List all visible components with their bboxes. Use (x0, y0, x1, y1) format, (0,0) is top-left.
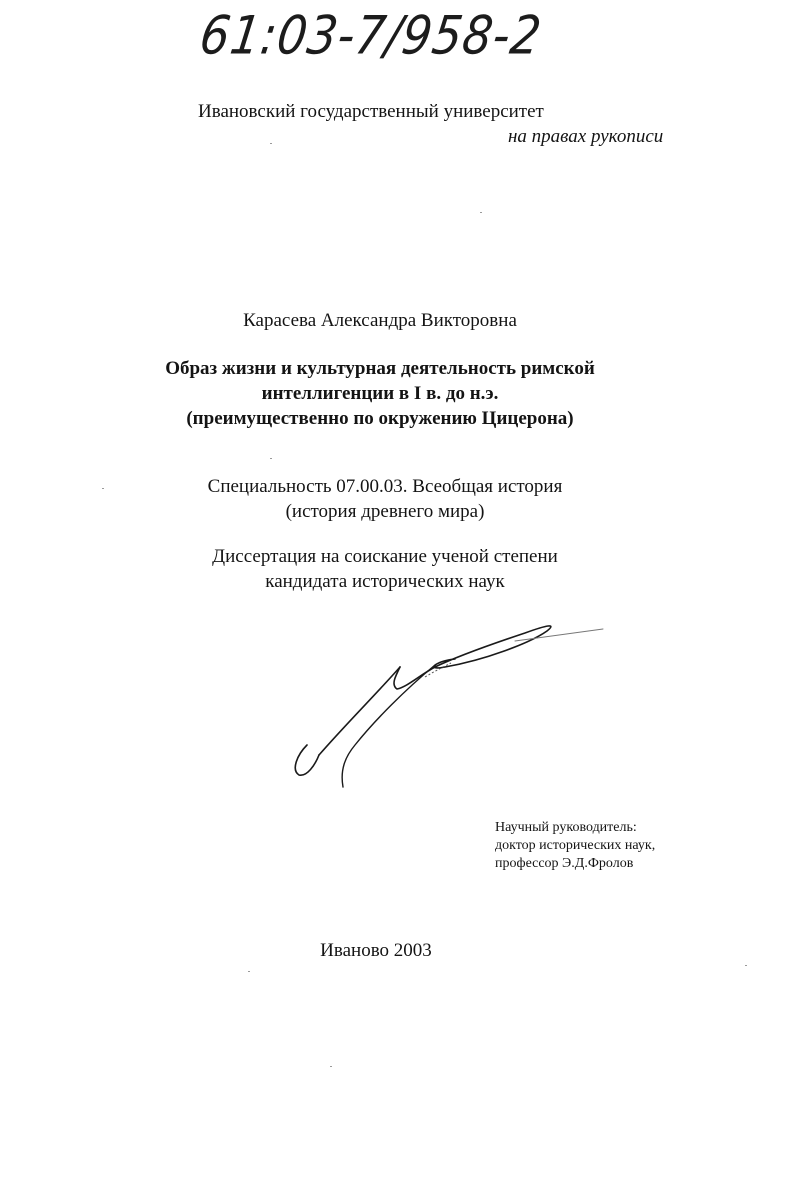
handwritten-signature (285, 605, 615, 795)
title-line-2: интеллигенции в I в. до н.э. (261, 383, 499, 404)
scan-speck (102, 488, 104, 489)
supervisor-block (495, 819, 655, 873)
scan-speck (330, 1066, 332, 1067)
author-name: Карасева Александра Викторовна (243, 310, 517, 331)
handwritten-archive-code: 61:03-7/958-2 (196, 4, 546, 67)
supervisor-label: Научный руководитель: (495, 820, 637, 835)
title-line-1: Образ жизни и культурная деятельность римской (165, 358, 595, 379)
specialty-line-1: Специальность 07.00.03. Всеобщая история (207, 476, 563, 497)
city-year: Иваново 2003 (320, 940, 432, 961)
manuscript-note: на правах рукописи (508, 126, 664, 147)
scan-speck (248, 971, 250, 972)
supervisor-name: профессор Э.Д.Фролов (495, 856, 634, 871)
university-name: Ивановский государственный университет (198, 101, 544, 122)
degree-block (0, 544, 770, 594)
degree-line-2: кандидата исторических наук (265, 571, 505, 592)
scan-speck (480, 212, 482, 213)
degree-line-1: Диссертация на соискание ученой степени (212, 546, 558, 567)
supervisor-degree: доктор исторических наук, (495, 838, 656, 853)
scan-speck (270, 143, 272, 144)
dissertation-title (0, 356, 760, 431)
title-line-3: (преимущественно по окружению Цицерона) (186, 408, 574, 429)
specialty-block (0, 474, 770, 524)
scan-speck (270, 458, 272, 459)
specialty-line-2: (история древнего мира) (285, 501, 485, 522)
scan-speck (745, 965, 747, 966)
